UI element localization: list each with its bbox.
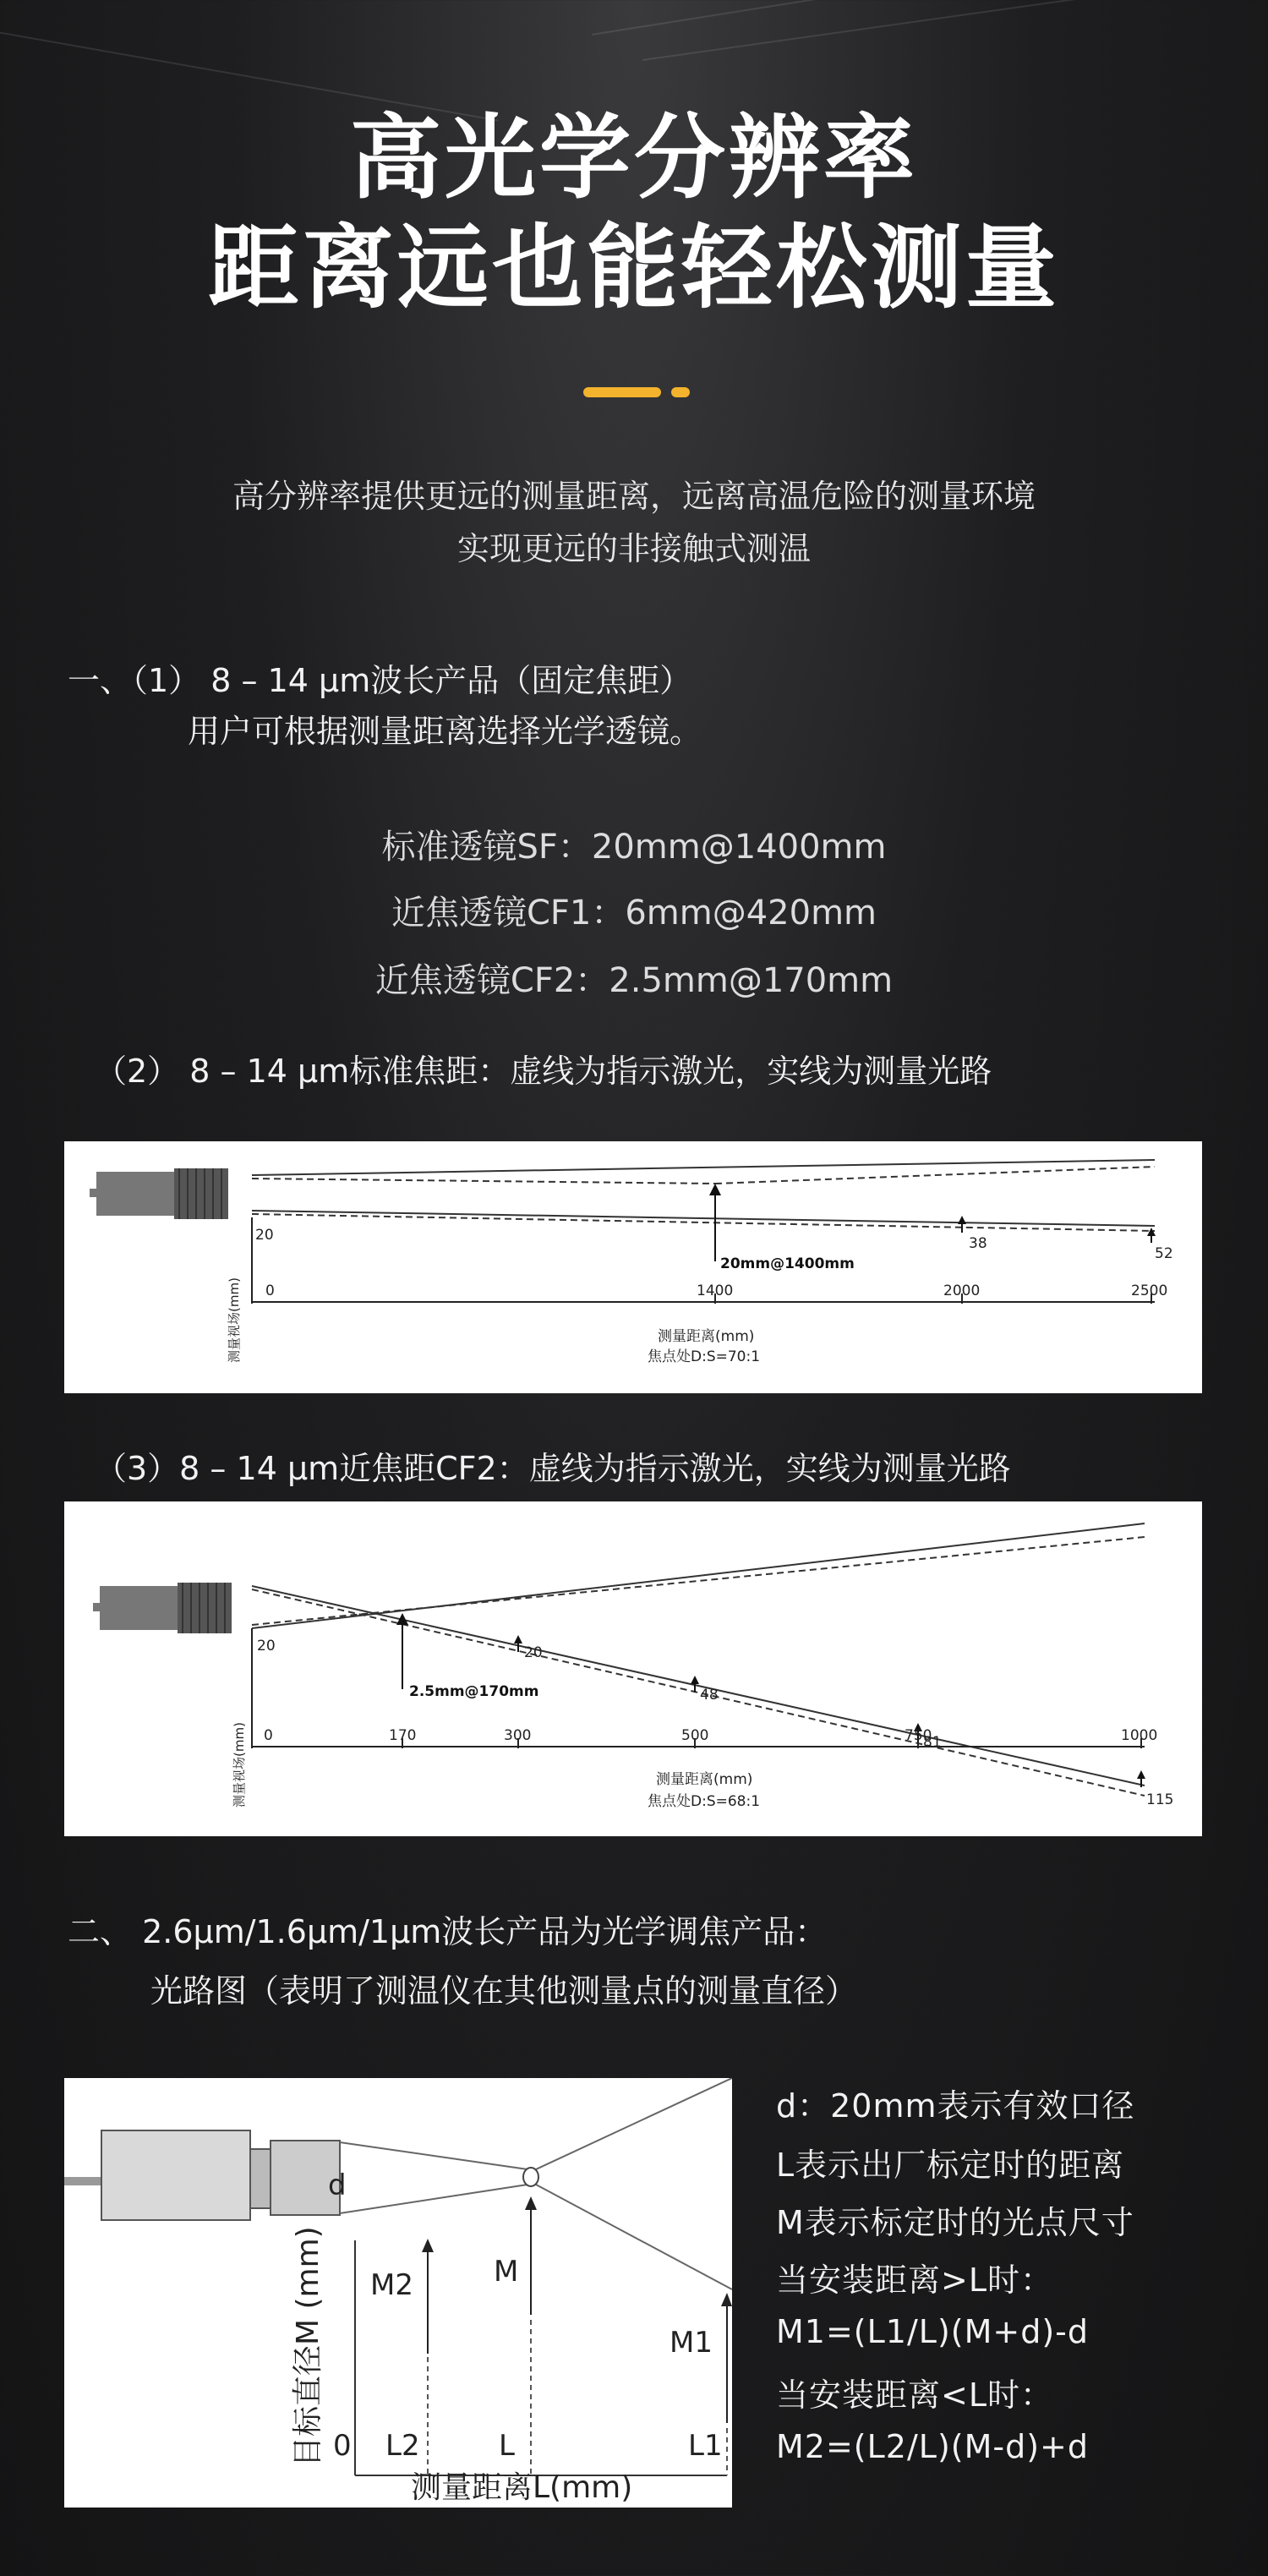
- note-condition-less: 当安装距离<L时：: [776, 2376, 1054, 2414]
- subtitle-line2: 实现更远的非接触式测温: [456, 530, 811, 567]
- diagram-svg: [64, 2078, 732, 2508]
- page-title-line1: 高光学分辨率: [349, 106, 918, 211]
- accent-dot: [671, 387, 690, 397]
- focus-label: 20mm@1400mm: [720, 1255, 855, 1272]
- spec-cf2: 近焦透镜CF2：2.5mm@170mm: [374, 961, 894, 1000]
- device-body: [96, 1172, 181, 1216]
- tick-1400: 1400: [697, 1283, 734, 1299]
- l1-label: L1: [688, 2429, 723, 2463]
- spot-label-1: 20: [524, 1644, 543, 1661]
- tick-750: 750: [905, 1727, 932, 1744]
- tick-300: 300: [504, 1727, 532, 1744]
- m1-label: M1: [670, 2326, 713, 2360]
- subtitle-line1: 高分辨率提供更远的测量距离，远离高温危险的测量环境: [232, 478, 1036, 515]
- bg-streak: [642, 0, 1268, 61]
- note-formula-m1: M1=(L1/L)(M+d)-d: [776, 2313, 1090, 2350]
- device-lens: [174, 1168, 228, 1219]
- chart1-caption: （2） 8 – 14 μm标准焦距：虚线为指示激光，实线为测量光路: [95, 1053, 992, 1090]
- section1-heading: 一、（1） 8 – 14 μm波长产品（固定焦距）: [68, 662, 692, 699]
- note-formula-m2: M2=(L2/L)(M-d)+d: [776, 2428, 1090, 2465]
- origin-label: 0: [333, 2429, 352, 2463]
- note-condition-greater: 当安装距离>L时：: [776, 2262, 1054, 2299]
- tick-0: 0: [264, 1727, 273, 1744]
- spot-label-0: 20: [257, 1638, 276, 1654]
- tick-2500: 2500: [1131, 1283, 1168, 1299]
- chart2-svg: [64, 1501, 1202, 1836]
- x-axis-label: 测量距离(mm): [656, 1771, 753, 1788]
- footnote: 焦点处D:S=70:1: [648, 1348, 761, 1365]
- spot-label-0: 20: [255, 1227, 274, 1244]
- m2-label: M2: [370, 2268, 413, 2302]
- tick-1000: 1000: [1121, 1727, 1158, 1744]
- m1-arrow: [721, 2293, 732, 2306]
- device-body: [100, 1586, 184, 1630]
- focal-spot: [523, 2168, 538, 2186]
- note-d: d：20mm表示有效口径: [776, 2087, 1135, 2125]
- beam-lower: [252, 1211, 1155, 1226]
- y-axis-label: 测量视场(mm): [227, 1277, 242, 1363]
- chart1-panel: [64, 1141, 1202, 1393]
- section2-subheading: 光路图（表明了测温仪在其他测量点的测量直径）: [150, 1972, 858, 2010]
- spot-label-4: 115: [1146, 1791, 1174, 1808]
- spot-label-1: 38: [969, 1235, 987, 1252]
- tick-500: 500: [681, 1727, 709, 1744]
- beam-upper: [252, 1160, 1155, 1175]
- m-label: M: [494, 2255, 519, 2289]
- page-title-line2: 距离远也能轻松测量: [207, 216, 1060, 321]
- diagram-panel: [64, 2078, 732, 2508]
- spec-cf1: 近焦透镜CF1：6mm@420mm: [391, 894, 877, 933]
- x-axis-label: 测量距离(mm): [658, 1328, 755, 1345]
- tick-170: 170: [389, 1727, 417, 1744]
- l-label: L: [499, 2429, 515, 2463]
- note-l: L表示出厂标定时的距离: [776, 2147, 1125, 2184]
- section2-heading: 二、 2.6μm/1.6μm/1μm波长产品为光学调焦产品：: [68, 1913, 828, 1950]
- tick-2000: 2000: [943, 1283, 981, 1299]
- spot-label-3: 81: [923, 1734, 942, 1751]
- chart2-caption: （3）8 – 14 μm近焦距CF2：虚线为指示激光，实线为测量光路: [95, 1450, 1011, 1487]
- spec-sf: 标准透镜SF：20mm@1400mm: [381, 828, 887, 867]
- y-axis-label: 测量视场(mm): [232, 1722, 247, 1808]
- note-m: M表示标定时的光点尺寸: [776, 2204, 1134, 2241]
- beam-converge-upper: [252, 1586, 1145, 1786]
- diagram-x-label: 测量距离L(mm): [411, 2470, 633, 2505]
- section1-subheading: 用户可根据测量距离选择光学透镜。: [188, 713, 702, 750]
- spot-label-2: 52: [1155, 1245, 1173, 1262]
- l2-label: L2: [385, 2429, 420, 2463]
- d-label: d: [328, 2169, 347, 2202]
- chart2-panel: [64, 1501, 1202, 1836]
- spot-label-2: 48: [700, 1687, 719, 1704]
- accent-bar: [583, 387, 661, 397]
- device-lens: [178, 1583, 232, 1633]
- focus-arrow: [709, 1184, 721, 1195]
- diagram-y-label: 目标直径M (mm): [291, 2226, 325, 2467]
- tick-0: 0: [265, 1283, 275, 1299]
- m2-arrow: [422, 2239, 434, 2252]
- footnote: 焦点处D:S=68:1: [648, 1793, 761, 1810]
- bg-streak: [592, 0, 1268, 36]
- chart1-svg: [64, 1141, 1202, 1393]
- focus-label: 2.5mm@170mm: [409, 1683, 539, 1700]
- device-body: [101, 2130, 250, 2220]
- m-arrow: [525, 2196, 537, 2210]
